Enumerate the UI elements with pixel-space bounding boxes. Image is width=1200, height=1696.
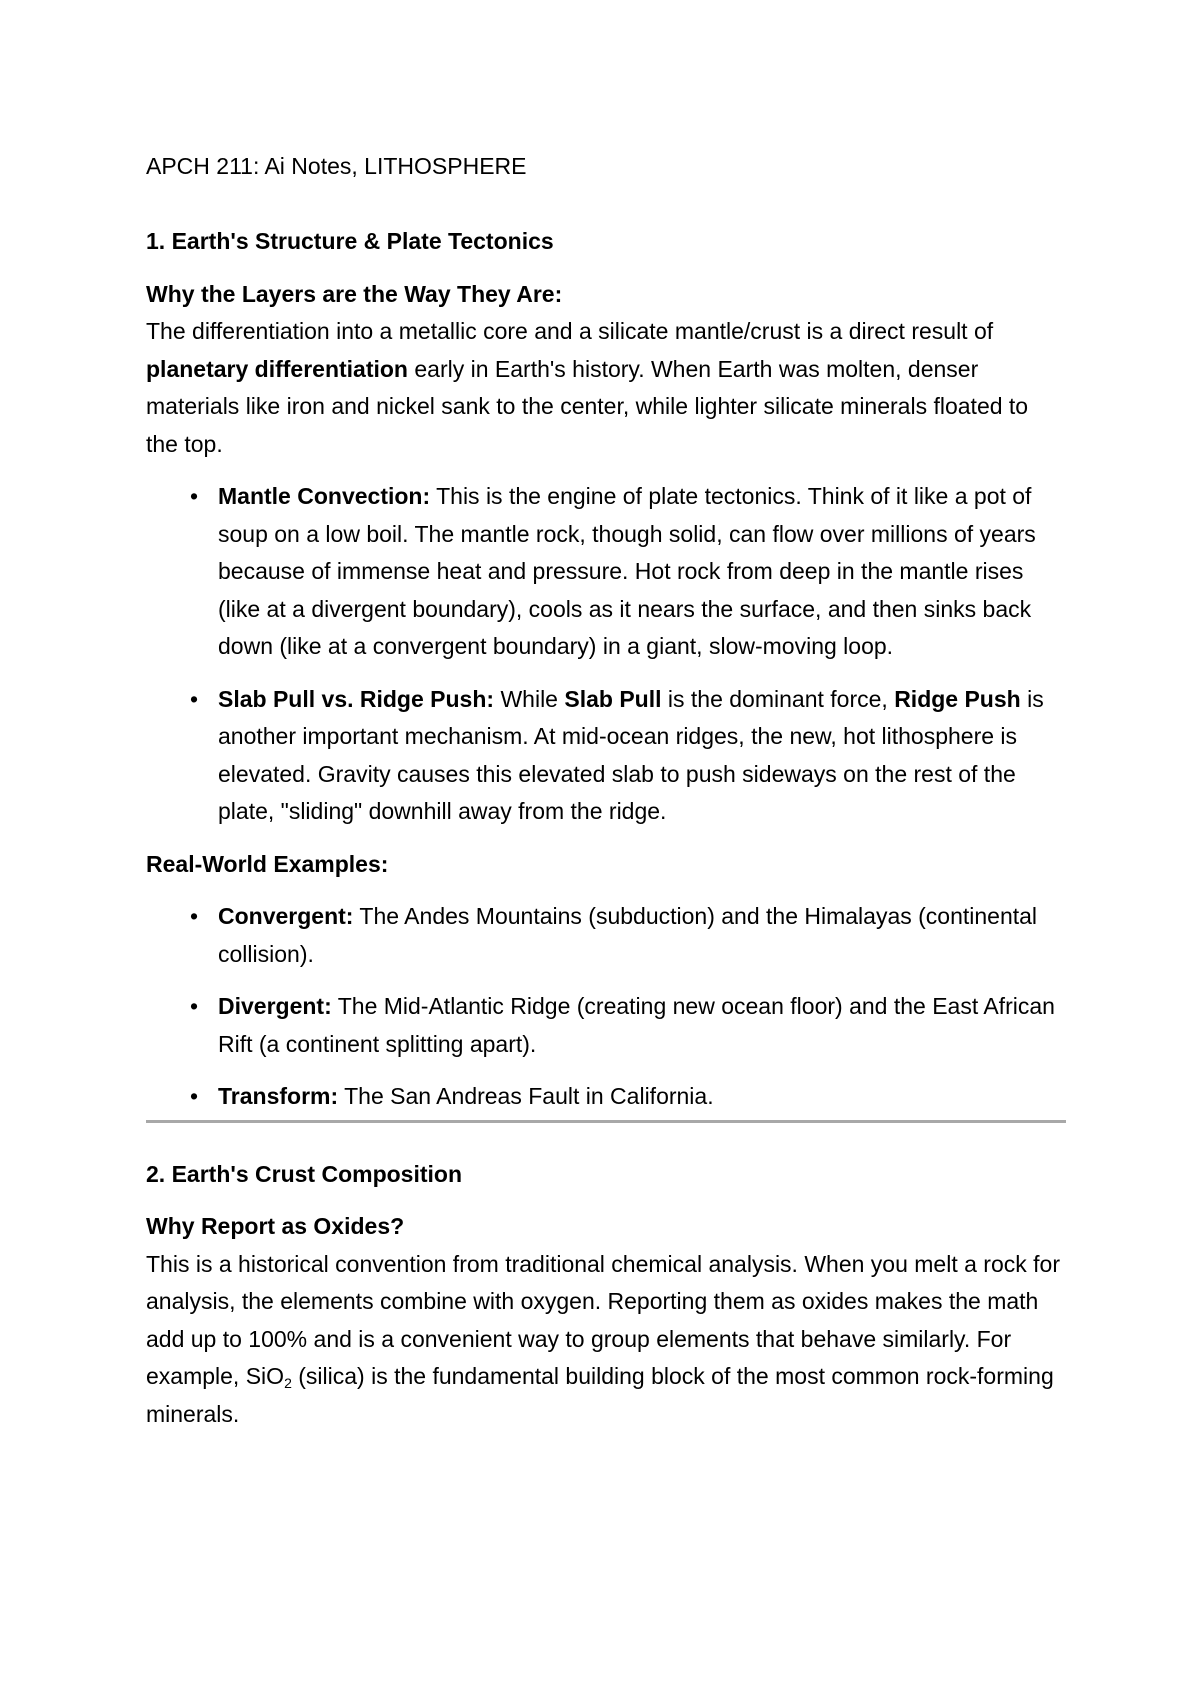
bullet-icon: • xyxy=(189,903,199,929)
bullet-icon: • xyxy=(189,685,199,712)
bullet-bold: Ridge Push xyxy=(894,685,1021,712)
bullet-icon: • xyxy=(189,993,199,1019)
section-1-heading: 1. Earth's Structure & Plate Tectonics xyxy=(146,228,554,254)
bullet-text: While xyxy=(494,685,565,712)
list-item xyxy=(146,478,1066,666)
examples-subheading: Real-World Examples: xyxy=(146,850,389,877)
bullet-icon: • xyxy=(189,483,199,509)
bullet-text: This is the engine of plate tectonics. Think of it like a pot of soup on a low boil. The mantle rock, though solid, can flow over millions of years because of immense heat and pressure. Hot rock from deep in the mantle rises (like at a divergent boundary), cools as it nears the surface, and then sinks back down (like at a convergent boundary) in a giant, slow-moving loop. xyxy=(218,483,1036,659)
bullet-label: Slab Pull vs. Ridge Push: xyxy=(218,685,495,712)
bullet-text: The Andes Mountains (subduction) and the Himalayas (continental collision). xyxy=(218,903,1038,967)
bullet-label: Divergent: xyxy=(218,993,332,1019)
layers-paragraph xyxy=(146,313,1066,463)
oxides-text-1: This is a historical convention from traditional chemical analysis. When you melt a rock for analysis, the elements combine with oxygen. Reporting them as oxides makes the math add up to 100% and is a convenient way to group elements that behave similarly. For example, SiO xyxy=(146,1250,1060,1389)
examples-bullet-list xyxy=(146,898,1066,1116)
layers-text-2: early in Earth's history. When Earth was molten, denser materials like iron and nickel sank to the center, while lighter silicate minerals floated to the top. xyxy=(146,355,1029,457)
document-page xyxy=(146,148,1066,1433)
oxides-text-2: (silica) is the fundamental building block of the most common rock-forming minerals. xyxy=(146,1363,1054,1427)
list-item xyxy=(146,1078,1066,1116)
list-item xyxy=(146,898,1066,973)
bullet-text: is another important mechanism. At mid-ocean ridges, the new, hot lithosphere is elevated. Gravity causes this elevated slab to push sideways on the rest of the plate, "sliding" downhill away from the ridge. xyxy=(218,685,1044,824)
oxides-subscript: 2 xyxy=(284,1375,292,1391)
layers-text-1: The differentiation into a metallic core and a silicate mantle/crust is a direct result of xyxy=(146,318,994,344)
layers-text-bold: planetary differentiation xyxy=(146,355,408,382)
oxides-paragraph xyxy=(146,1246,1066,1434)
oxides-subheading: Why Report as Oxides? xyxy=(146,1213,405,1239)
horizontal-divider xyxy=(146,1120,1066,1123)
list-item xyxy=(146,681,1066,831)
section-2-heading: 2. Earth's Crust Composition xyxy=(146,1160,463,1187)
bullet-label: Convergent: xyxy=(218,903,354,929)
layers-subheading: Why the Layers are the Way They Are: xyxy=(146,280,563,307)
bullet-text: is the dominant force, xyxy=(661,685,895,712)
document-title: APCH 211: Ai Notes, LITHOSPHERE xyxy=(146,153,527,179)
bullet-bold: Slab Pull xyxy=(564,685,662,712)
bullet-label: Mantle Convection: xyxy=(218,483,431,509)
bullet-text: The Mid-Atlantic Ridge (creating new ocean floor) and the East African Rift (a continent splitting apart). xyxy=(218,993,1055,1057)
bullet-text: The San Andreas Fault in California. xyxy=(338,1083,714,1109)
list-item xyxy=(146,988,1066,1063)
bullet-label: Transform: xyxy=(218,1083,339,1109)
bullet-icon: • xyxy=(189,1083,199,1109)
structure-bullet-list xyxy=(146,478,1066,831)
